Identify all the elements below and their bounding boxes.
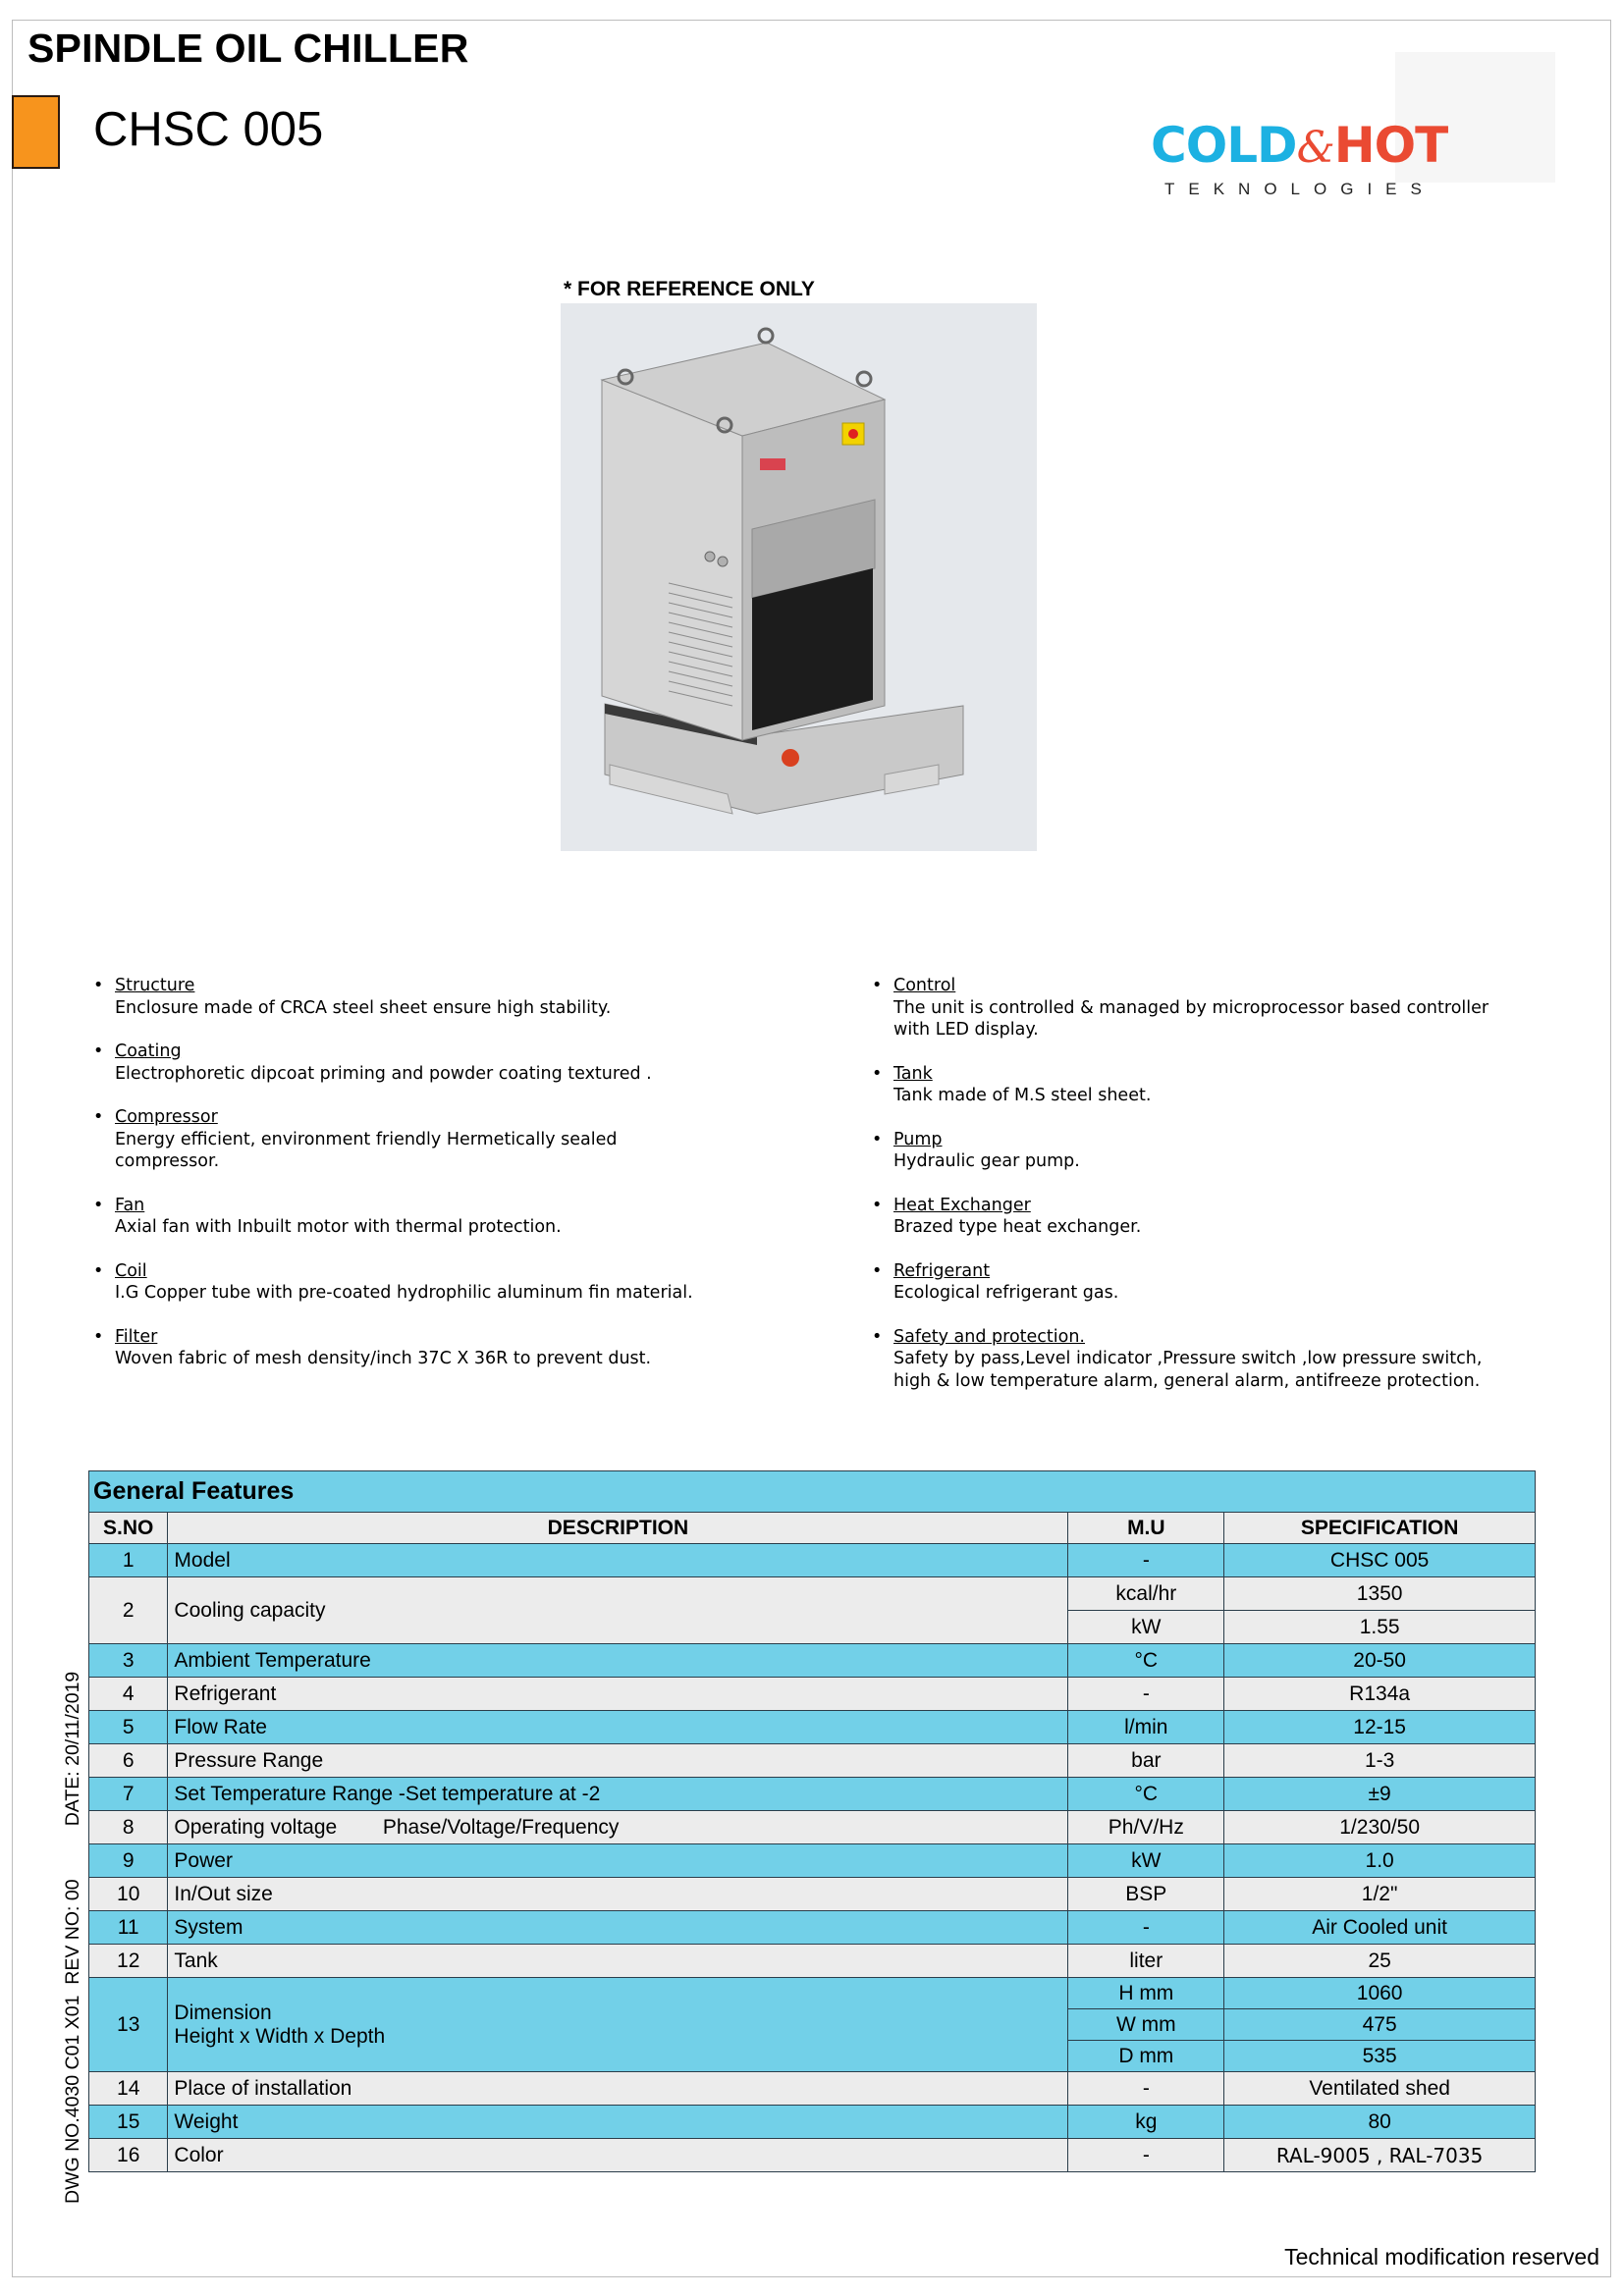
- general-features-table: [88, 1470, 1536, 2172]
- feature-title: Heat Exchanger: [893, 1195, 1031, 1215]
- model-title: CHSC 005: [93, 103, 324, 156]
- feature-title: Filter: [115, 1326, 158, 1347]
- header-sno: S.NO: [89, 1513, 168, 1544]
- lifting-eye-bolt: [759, 329, 773, 343]
- table-row: [89, 1878, 1536, 1911]
- cell-mu: -: [1068, 2139, 1224, 2172]
- cell-spec: CHSC 005: [1224, 1544, 1536, 1577]
- table-row: [89, 1811, 1536, 1844]
- feature-title: Pump: [893, 1129, 943, 1149]
- cell-spec: 535: [1224, 2041, 1536, 2072]
- cell-spec: ±9: [1224, 1778, 1536, 1811]
- feature-item: [872, 1260, 1520, 1305]
- feature-description: Electrophoretic dipcoat priming and powder coating textured .: [115, 1063, 652, 1084]
- table-row: [89, 1844, 1536, 1878]
- cell-description: Color: [168, 2139, 1068, 2172]
- bullet-icon: •: [872, 1129, 883, 1149]
- main-switch-knob: [848, 429, 858, 439]
- drain-plug: [782, 749, 799, 767]
- cell-mu: l/min: [1068, 1711, 1224, 1744]
- bullet-icon: •: [93, 976, 104, 995]
- feature-item: [93, 1106, 722, 1173]
- table-row: [89, 1711, 1536, 1744]
- feature-title: Coating: [115, 1041, 182, 1061]
- cell-description: Flow Rate: [168, 1711, 1068, 1744]
- cell-description: Place of installation: [168, 2072, 1068, 2106]
- cell-description: Refrigerant: [168, 1678, 1068, 1711]
- cell-description: Tank: [168, 1945, 1068, 1978]
- chiller-illustration: [561, 303, 1037, 851]
- feature-title: Refrigerant: [893, 1260, 991, 1281]
- cell-spec: 475: [1224, 2009, 1536, 2041]
- bullet-icon: •: [93, 1107, 104, 1127]
- cell-spec: R134a: [1224, 1678, 1536, 1711]
- cell-spec: 1060: [1224, 1978, 1536, 2009]
- feature-list-left: [93, 975, 722, 1392]
- cell-spec: 1/2": [1224, 1878, 1536, 1911]
- cell-mu: kcal/hr: [1068, 1577, 1224, 1611]
- table-row: [89, 1544, 1536, 1577]
- table-row: [89, 1678, 1536, 1711]
- cell-description: Power: [168, 1844, 1068, 1878]
- feature-description: Energy efficient, environment friendly Hermetically sealed compressor.: [115, 1129, 618, 1171]
- feature-item: [872, 1063, 1520, 1107]
- feature-item: [872, 1195, 1520, 1239]
- cell-description: Model: [168, 1544, 1068, 1577]
- cell-spec: 80: [1224, 2106, 1536, 2139]
- cell-sno: 15: [89, 2106, 168, 2139]
- cell-mu: W mm: [1068, 2009, 1224, 2041]
- cell-mu: -: [1068, 1911, 1224, 1945]
- feature-description: Axial fan with Inbuilt motor with thermal protection.: [115, 1217, 562, 1237]
- table-row: [89, 1978, 1536, 2009]
- bullet-icon: •: [93, 1326, 104, 1347]
- feature-description: Ecological refrigerant gas.: [893, 1283, 1119, 1303]
- feature-item: [93, 1260, 722, 1305]
- cell-sno: 6: [89, 1744, 168, 1778]
- feature-list-right: [872, 975, 1520, 1414]
- cell-spec: 20-50: [1224, 1644, 1536, 1678]
- outlet-fitting: [718, 557, 728, 566]
- cell-mu: kW: [1068, 1611, 1224, 1644]
- feature-description: Tank made of M.S steel sheet.: [893, 1086, 1152, 1105]
- product-image: [561, 303, 1037, 851]
- bullet-icon: •: [872, 976, 883, 995]
- drawing-info-label: DWG NO.4030 C01 X01 REV NO: 00 DATE: 20/11/2019: [62, 1671, 83, 2204]
- table-row: [89, 1577, 1536, 1611]
- bullet-icon: •: [872, 1195, 883, 1215]
- cell-mu: H mm: [1068, 1978, 1224, 2009]
- feature-item: [93, 975, 722, 1019]
- header-description: DESCRIPTION: [168, 1513, 1068, 1544]
- feature-description: Brazed type heat exchanger.: [893, 1217, 1142, 1237]
- bullet-icon: •: [872, 1063, 883, 1084]
- feature-title: Structure: [115, 976, 195, 995]
- feature-title: Safety and protection.: [893, 1326, 1085, 1347]
- footer-note: Technical modification reserved: [1284, 2244, 1599, 2269]
- feature-title: Compressor: [115, 1107, 218, 1127]
- feature-item: [93, 1041, 722, 1085]
- cell-description: Pressure Range: [168, 1744, 1068, 1778]
- feature-description: Enclosure made of CRCA steel sheet ensure high stability.: [115, 997, 612, 1018]
- cell-mu: °C: [1068, 1778, 1224, 1811]
- feature-item: [93, 1326, 722, 1370]
- logo-hot-text: HOT: [1333, 117, 1448, 174]
- cell-description-line: Dimension: [174, 2001, 272, 2024]
- table-caption-row: [89, 1471, 1536, 1513]
- cell-description: Cooling capacity: [168, 1577, 1068, 1644]
- feature-title: Coil: [115, 1260, 147, 1281]
- logo-cold-text: COLD: [1151, 117, 1297, 174]
- table-row: [89, 1778, 1536, 1811]
- feature-item: [872, 1129, 1520, 1173]
- cell-description: Set Temperature Range -Set temperature at -2: [168, 1778, 1068, 1811]
- feature-title: Fan: [115, 1195, 145, 1215]
- bullet-icon: •: [93, 1195, 104, 1215]
- cell-mu: BSP: [1068, 1878, 1224, 1911]
- bullet-icon: •: [872, 1260, 883, 1281]
- cell-spec: 1.0: [1224, 1844, 1536, 1878]
- cell-sno: 11: [89, 1911, 168, 1945]
- feature-item: [872, 975, 1520, 1041]
- cell-sno: 1: [89, 1544, 168, 1577]
- cell-spec: Air Cooled unit: [1224, 1911, 1536, 1945]
- led-display: [760, 458, 785, 470]
- cell-spec: 12-15: [1224, 1711, 1536, 1744]
- table-row: [89, 1644, 1536, 1678]
- feature-description: The unit is controlled & managed by microprocessor based controller with LED display.: [893, 997, 1489, 1040]
- cell-mu: °C: [1068, 1644, 1224, 1678]
- table-row: [89, 1911, 1536, 1945]
- table-header-row: [89, 1513, 1536, 1544]
- header-mu: M.U: [1068, 1513, 1224, 1544]
- cell-mu: -: [1068, 1544, 1224, 1577]
- table-row: [89, 1744, 1536, 1778]
- cell-description: Operating voltage Phase/Voltage/Frequency: [168, 1811, 1068, 1844]
- cell-mu: liter: [1068, 1945, 1224, 1978]
- cell-sno: 5: [89, 1711, 168, 1744]
- feature-description: Woven fabric of mesh density/inch 37C X 36R to prevent dust.: [115, 1349, 652, 1368]
- cell-description-line: Height x Width x Depth: [174, 2024, 386, 2048]
- bullet-icon: •: [93, 1041, 104, 1061]
- table-row: [89, 1945, 1536, 1978]
- company-logo: [1151, 118, 1475, 199]
- header-specification: SPECIFICATION: [1224, 1513, 1536, 1544]
- logo-tagline: TEKNOLOGIES: [1164, 180, 1435, 198]
- cell-spec: 1.55: [1224, 1611, 1536, 1644]
- cell-sno: 2: [89, 1577, 168, 1644]
- table-caption: General Features: [89, 1471, 1536, 1513]
- feature-title: Tank: [893, 1063, 933, 1084]
- bullet-icon: •: [872, 1326, 883, 1347]
- logo-ampersand: &: [1296, 123, 1334, 173]
- model-color-swatch: [12, 95, 60, 169]
- cell-sno: 12: [89, 1945, 168, 1978]
- cell-sno: 8: [89, 1811, 168, 1844]
- bullet-icon: •: [93, 1260, 104, 1281]
- cell-mu: bar: [1068, 1744, 1224, 1778]
- cell-sno: 3: [89, 1644, 168, 1678]
- feature-item: [93, 1195, 722, 1239]
- feature-title: Control: [893, 976, 956, 995]
- cell-sno: 4: [89, 1678, 168, 1711]
- cell-spec: 1/230/50: [1224, 1811, 1536, 1844]
- cell-description: [168, 1978, 1068, 2072]
- reference-note: * FOR REFERENCE ONLY: [564, 278, 815, 300]
- document-title: SPINDLE OIL CHILLER: [27, 26, 469, 71]
- cell-mu: -: [1068, 1678, 1224, 1711]
- cell-mu: D mm: [1068, 2041, 1224, 2072]
- inlet-fitting: [705, 552, 715, 561]
- cell-sno: 16: [89, 2139, 168, 2172]
- cell-description: In/Out size: [168, 1878, 1068, 1911]
- lifting-eye-bolt: [857, 372, 871, 386]
- cell-mu: -: [1068, 2072, 1224, 2106]
- table-row: [89, 2072, 1536, 2106]
- cell-description: Weight: [168, 2106, 1068, 2139]
- cell-spec: 25: [1224, 1945, 1536, 1978]
- feature-description: I.G Copper tube with pre-coated hydrophilic aluminum fin material.: [115, 1283, 693, 1303]
- cell-description: System: [168, 1911, 1068, 1945]
- feature-item: [872, 1326, 1520, 1393]
- cell-mu: Ph/V/Hz: [1068, 1811, 1224, 1844]
- feature-description: Safety by pass,Level indicator ,Pressure switch ,low pressure switch, high & low temperature alarm, general alarm, antifreeze protection.: [893, 1349, 1483, 1391]
- cell-spec: RAL-9005 , RAL-7035: [1224, 2139, 1536, 2172]
- cell-sno: 9: [89, 1844, 168, 1878]
- table-row: [89, 2106, 1536, 2139]
- cell-description: Ambient Temperature: [168, 1644, 1068, 1678]
- cell-sno: 14: [89, 2072, 168, 2106]
- table-row: [89, 2139, 1536, 2172]
- cell-mu: kg: [1068, 2106, 1224, 2139]
- cell-spec: 1350: [1224, 1577, 1536, 1611]
- cell-sno: 7: [89, 1778, 168, 1811]
- cell-spec: Ventilated shed: [1224, 2072, 1536, 2106]
- cell-mu: kW: [1068, 1844, 1224, 1878]
- logo-wordmark: [1151, 118, 1475, 176]
- feature-description: Hydraulic gear pump.: [893, 1151, 1080, 1171]
- cell-sno: 10: [89, 1878, 168, 1911]
- cell-spec: 1-3: [1224, 1744, 1536, 1778]
- cell-sno: 13: [89, 1978, 168, 2072]
